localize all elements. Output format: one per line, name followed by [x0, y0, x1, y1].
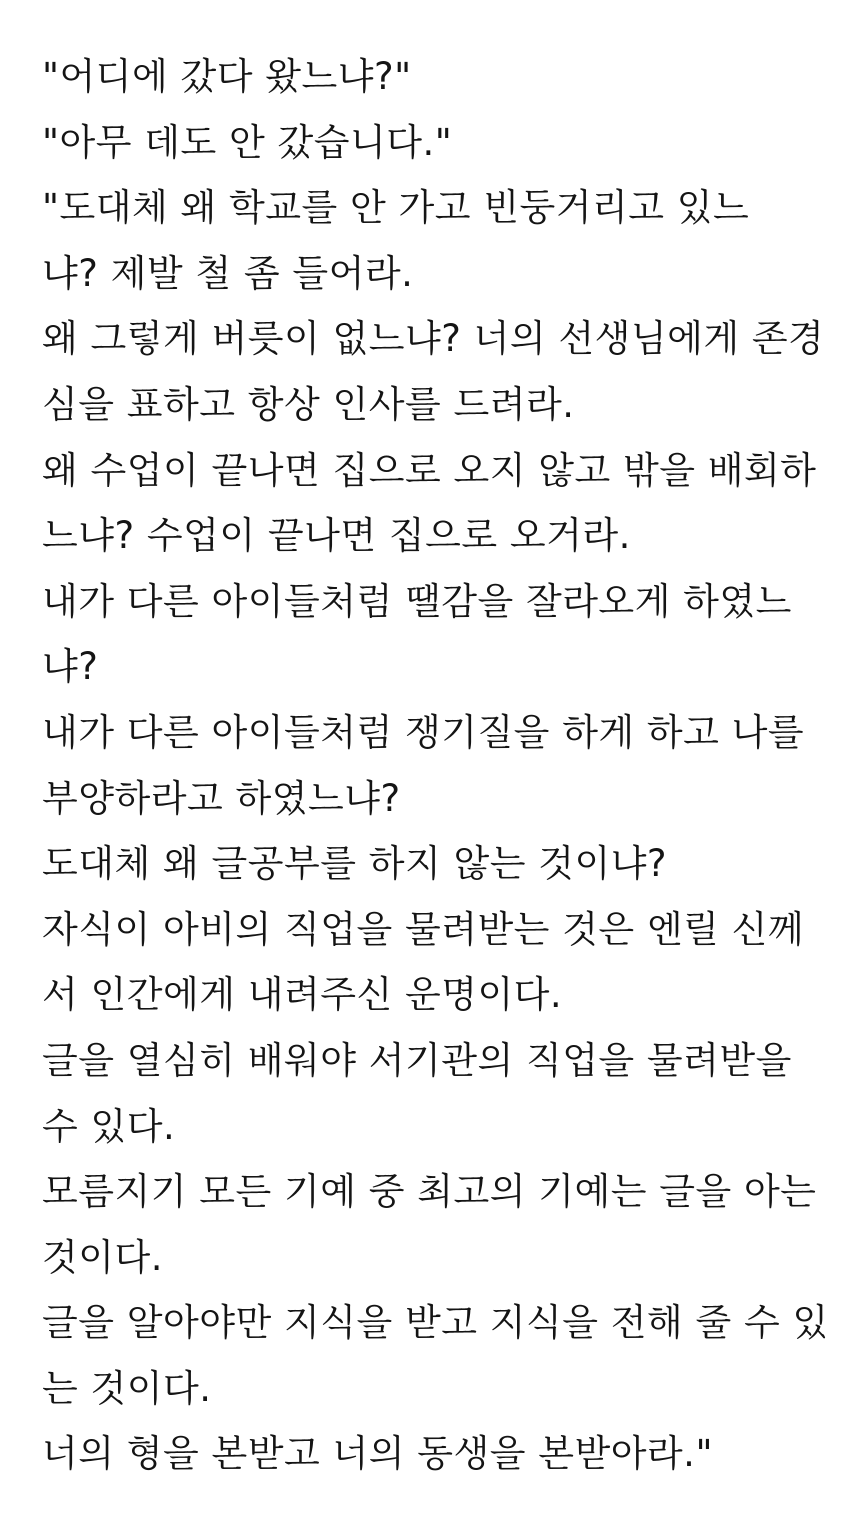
text-line: 것이다. — [42, 1235, 163, 1279]
text-line: 는 것이다. — [42, 1366, 212, 1410]
text-line: 냐? — [42, 645, 99, 689]
text-line: 글을 열심히 배워야 서기관의 직업을 물려받을 — [42, 1038, 792, 1082]
text-line: 너의 형을 본받고 너의 동생을 본받아라." — [42, 1432, 713, 1476]
text-line: 느냐? 수업이 끝나면 집으로 오거라. — [42, 514, 631, 558]
text-line: 도대체 왜 글공부를 하지 않는 것이냐? — [42, 842, 668, 886]
text-line: 심을 표하고 항상 인사를 드려라. — [42, 382, 575, 426]
text-line: 왜 수업이 끝나면 집으로 오지 않고 밖을 배회하 — [42, 448, 817, 492]
text-line: 모름지기 모든 기예 중 최고의 기예는 글을 아는 — [42, 1170, 817, 1214]
text-line: 왜 그렇게 버릇이 없느냐? 너의 선생님에게 존경 — [42, 317, 825, 361]
text-line: 서 인간에게 내려주신 운명이다. — [42, 973, 563, 1017]
text-line: 냐? 제발 철 좀 들어라. — [42, 251, 414, 295]
text-line: 글을 알아야만 지식을 받고 지식을 전해 줄 수 있 — [42, 1301, 829, 1345]
text-line: 내가 다른 아이들처럼 쟁기질을 하게 하고 나를 — [42, 710, 805, 754]
text-line: 수 있다. — [42, 1104, 176, 1148]
text-line: 내가 다른 아이들처럼 땔감을 잘라오게 하였느 — [42, 579, 792, 623]
text-line: "어디에 갔다 왔느냐?" — [42, 55, 412, 98]
text-line: "아무 데도 안 갔습니다." — [42, 120, 453, 164]
text-line: "도대체 왜 학교를 안 가고 빈둥거리고 있느 — [42, 186, 750, 230]
text-line: 부양하라고 하였느냐? — [42, 776, 401, 820]
text-block — [42, 44, 832, 1487]
text-line: 자식이 아비의 직업을 물려받는 것은 엔릴 신께 — [42, 907, 805, 951]
